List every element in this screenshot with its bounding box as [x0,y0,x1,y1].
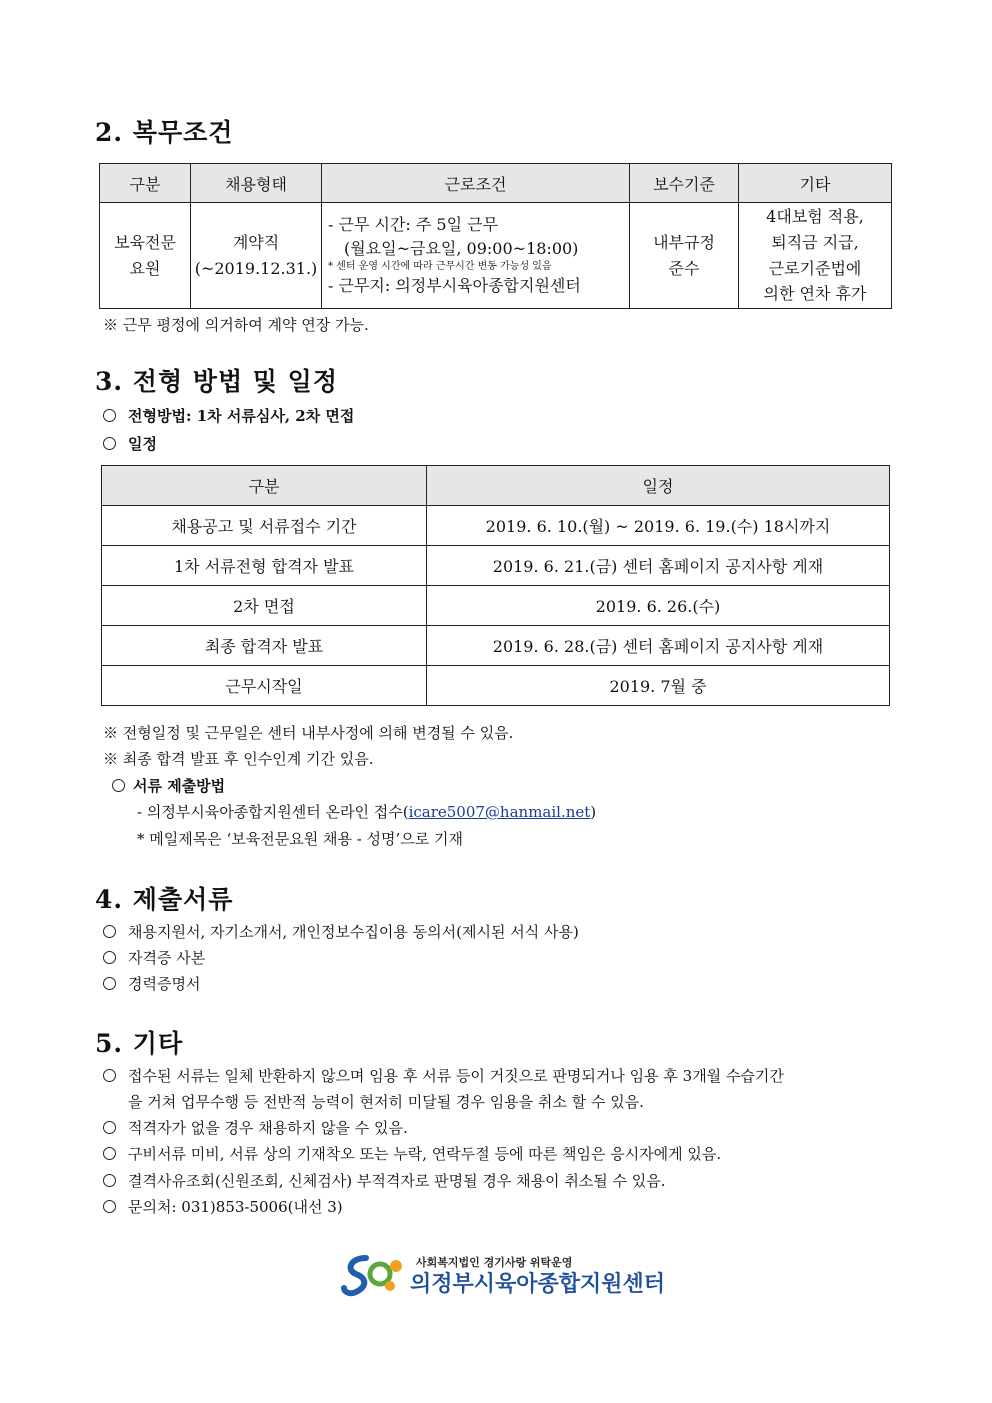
schedule-date: 2019. 6. 21.(금) 센터 홈페이지 공지사항 게재 [427,546,890,586]
submission-method-text: 서류 제출방법 [133,777,226,795]
other-item: 문의처: 031)853-5006(내선 3) [128,1198,343,1216]
condition-location: - 근무지: 의정부시육아종합지원센터 [328,276,581,296]
table-row [102,586,890,626]
other-line: 의한 연차 휴가 [763,284,867,304]
schedule-header-category: 구분 [102,466,427,506]
schedule-date: 2019. 6. 26.(수) [427,586,890,626]
circle-bullet-icon [103,951,116,964]
schedule-item: 2차 면접 [102,586,427,626]
cell-pay-standard [630,203,739,309]
list-item [103,1170,666,1191]
document-item: 자격증 사본 [128,949,206,967]
circle-bullet-icon [103,1069,116,1082]
circle-bullet-icon [103,1121,116,1134]
work-conditions-table [99,163,892,309]
section3-title: 3. 전형 방법 및 일정 [95,367,338,396]
category-line: 요원 [129,258,161,278]
table-row [102,626,890,666]
circle-bullet-icon [103,1147,116,1160]
section5-title: 5. 기타 [95,1029,184,1058]
other-line: 근로기준법에 [768,258,862,278]
other-item-continuation: 을 거쳐 업무수행 등 전반적 능력이 현저히 미달될 경우 임용을 취소 할 수 있음. [128,1093,644,1111]
logo-subtitle: 사회복지법인 경기사랑 위탁운영 [416,1256,573,1269]
type-line: 계약직 [232,232,280,252]
header-work-conditions: 근로조건 [322,164,630,203]
schedule-date: 2019. 6. 28.(금) 센터 홈페이지 공지사항 게재 [427,626,890,666]
cell-employment-type [191,203,322,309]
header-category: 구분 [100,164,191,203]
cell-other [739,203,892,309]
schedule-item: 근무시작일 [102,666,427,706]
circle-bullet-icon [103,1174,116,1187]
condition-days: (월요일~금요일, 09:00~18:00) [344,238,579,258]
schedule-date: 2019. 7월 중 [427,666,890,706]
schedule-date: 2019. 6. 10.(월) ~ 2019. 6. 19.(수) 18시까지 [427,506,890,546]
schedule-note-1: ※ 전형일정 및 근무일은 센터 내부사정에 의해 변경될 수 있음. [103,724,514,742]
circle-bullet-icon [103,409,116,422]
selection-method-text: 전형방법: 1차 서류심사, 2차 면접 [128,407,355,425]
submission-suffix: ) [590,803,597,821]
document-item: 경력증명서 [128,975,201,993]
header-other: 기타 [739,164,892,203]
section2-note: ※ 근무 평정에 의거하여 계약 연장 가능. [103,316,369,334]
selection-method [103,405,354,426]
list-item [103,973,200,994]
circle-bullet-icon [103,977,116,990]
submission-method [112,775,225,796]
schedule-note-2: ※ 최종 합격 발표 후 인수인계 기간 있음. [103,750,374,768]
table-row [102,546,890,586]
document-item: 채용지원서, 자기소개서, 개인정보수집이용 동의서(제시된 서식 사용) [128,923,579,941]
header-pay-standard: 보수기준 [630,164,739,203]
category-line: 보육전문 [114,232,176,252]
submission-note: * 메일제목은 ‘보육전문요원 채용 - 성명’으로 기재 [137,830,464,848]
other-item: 접수된 서류는 일체 반환하지 않으며 임용 후 서류 등이 거짓으로 판명되거나 임용 후 3개월 수습기간 [128,1067,784,1085]
pay-line: 준수 [668,258,700,278]
table-row [102,666,890,706]
circle-bullet-icon [112,779,125,792]
schedule-item: 채용공고 및 서류접수 기간 [102,506,427,546]
cell-category [100,203,191,309]
schedule-item: 1차 서류전형 합격자 발표 [102,546,427,586]
list-item [103,1065,784,1086]
other-line: 퇴직금 지급, [771,232,859,252]
list-item [103,921,579,942]
section4-title: 4. 제출서류 [95,885,234,914]
type-line: (~2019.12.31.) [194,258,318,278]
other-item: 적격자가 없을 경우 채용하지 않을 수 있음. [128,1119,408,1137]
circle-bullet-icon [103,925,116,938]
submission-line [137,801,596,822]
table-row [102,506,890,546]
schedule-item: 최종 합격자 발표 [102,626,427,666]
submission-prefix: - 의정부시육아종합지원센터 온라인 접수( [137,803,409,821]
logo-name: 의정부시육아종합지원센터 [410,1272,666,1297]
list-item [103,1196,343,1217]
section2-title: 2. 복무조건 [95,118,234,147]
center-logo [340,1252,670,1302]
circle-bullet-icon [103,1200,116,1213]
schedule-label [103,433,157,454]
center-logo-icon [340,1252,410,1302]
email-link[interactable]: icare5007@hanmail.net [408,803,591,821]
condition-hours: - 근무 시간: 주 5일 근무 [328,215,499,235]
condition-note: * 센터 운영 시간에 따라 근무시간 변동 가능성 있음 [328,260,552,272]
other-item: 구비서류 미비, 서류 상의 기재착오 또는 누락, 연락두절 등에 따른 책임은 응시자에게 있음. [128,1145,722,1163]
other-line: 4대보험 적용, [766,207,864,227]
cell-work-conditions [322,203,630,309]
list-item [103,1143,721,1164]
header-employment-type: 채용형태 [191,164,322,203]
schedule-table [101,465,890,706]
pay-line: 내부규정 [653,232,715,252]
circle-bullet-icon [103,437,116,450]
other-item: 결격사유조회(신원조회, 신체검사) 부적격자로 판명될 경우 채용이 취소될 수 있음. [128,1172,666,1190]
schedule-header-date: 일정 [427,466,890,506]
schedule-label-text: 일정 [128,435,157,453]
list-item [103,1117,408,1138]
list-item [103,947,205,968]
